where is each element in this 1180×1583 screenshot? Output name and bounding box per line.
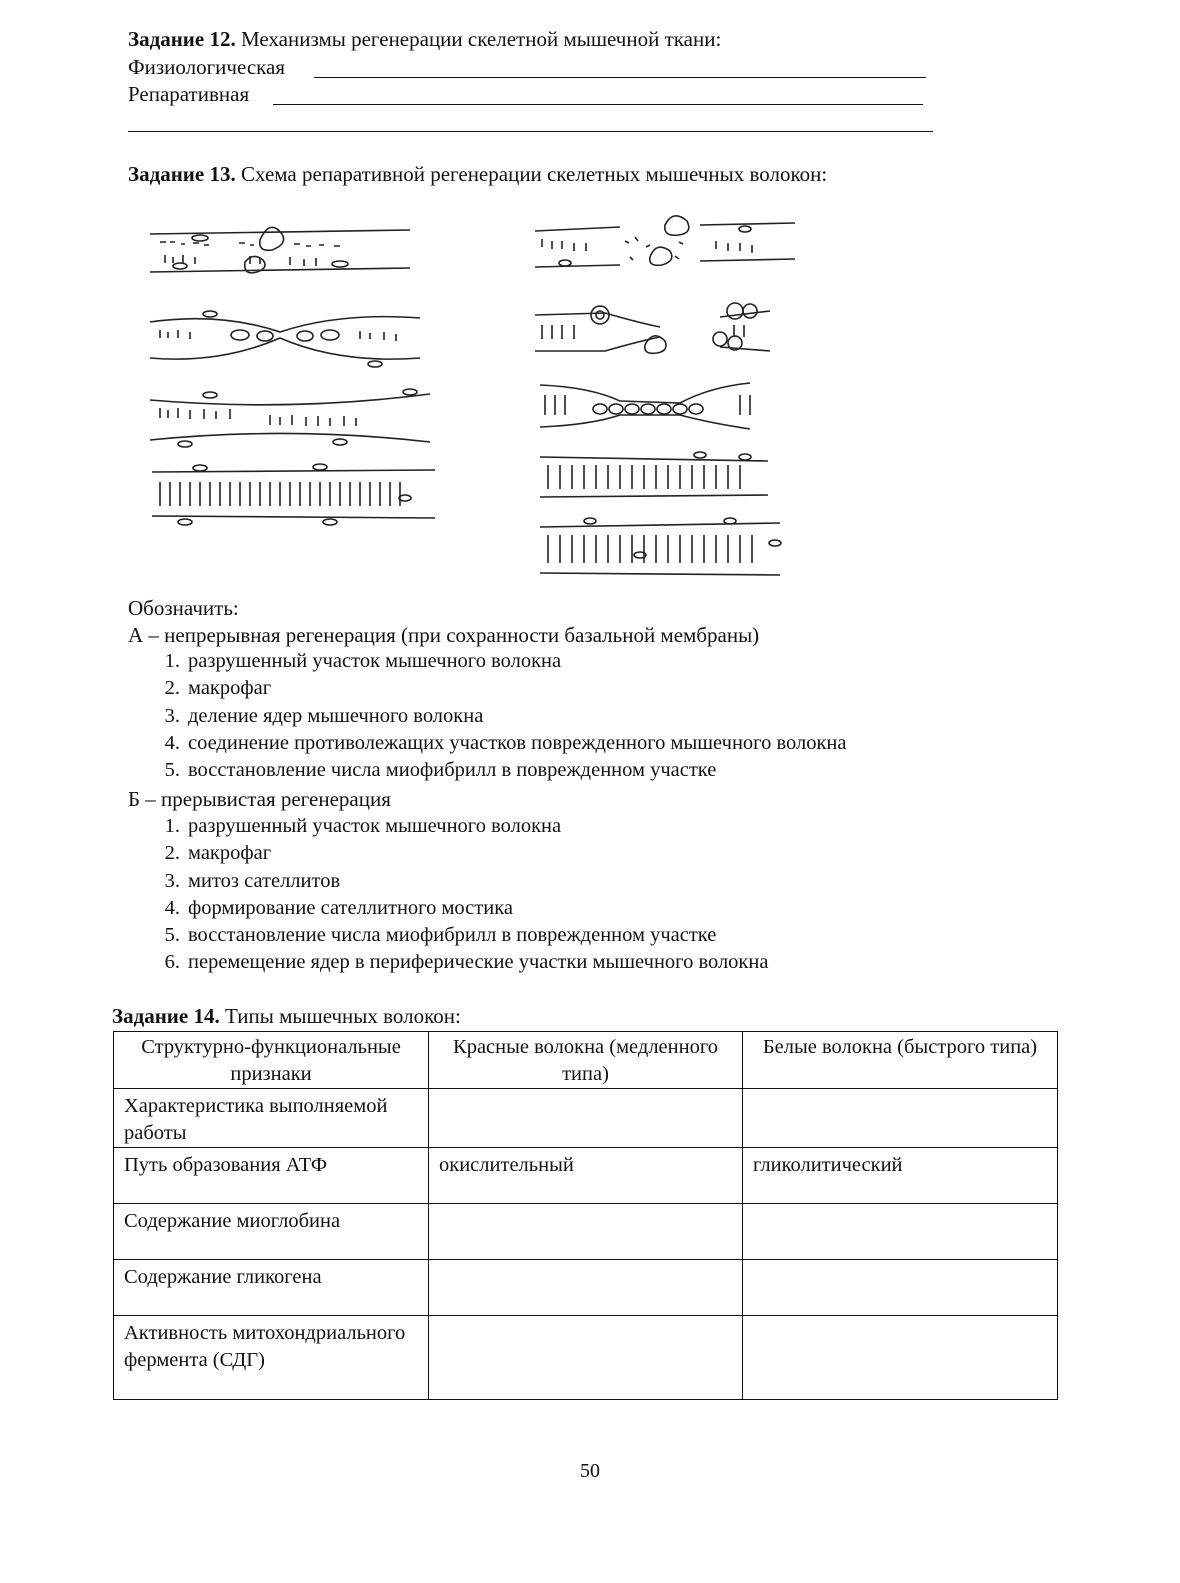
list-item: 1. разрушенный участок мышечного волокна <box>164 815 562 837</box>
answer-cell[interactable] <box>743 1316 1058 1400</box>
fiber-stage-a1 <box>150 227 410 273</box>
field-reparative-line[interactable] <box>273 104 923 105</box>
group-b-list <box>148 813 768 977</box>
task14-heading <box>112 1004 461 1029</box>
task13-heading <box>128 162 827 187</box>
fiber-stage-b2 <box>535 303 770 353</box>
row-label: Активность митохондриального фермента (СДГ) <box>114 1316 429 1400</box>
list-item: 2. макрофаг <box>164 842 272 865</box>
page-number: 50 <box>580 1460 600 1482</box>
task13-text: Схема репаративной регенерации скелетных мышечных волокон: <box>240 162 828 186</box>
fiber-stage-a3 <box>150 389 430 447</box>
table-row <box>114 1148 1058 1204</box>
fiber-diagram-continuous <box>140 210 450 530</box>
task14-label: Задание 14. <box>112 1004 220 1028</box>
list-item: 6. перемещение ядер в периферические участки мышечного волокна <box>164 951 769 974</box>
list-item: 5. восстановление числа миофибрилл в поврежденном участке <box>164 924 717 947</box>
list-item: 3. деление ядер мышечного волокна <box>164 704 484 727</box>
fiber-stage-b1 <box>535 216 795 267</box>
task12-label: Задание 12. <box>128 27 236 51</box>
table-header-row <box>114 1032 1058 1089</box>
row-label: Содержание гликогена <box>114 1260 429 1316</box>
answer-cell[interactable]: гликолитический <box>743 1148 1058 1204</box>
answer-cell[interactable] <box>429 1204 743 1260</box>
list-item: 1. разрушенный участок мышечного волокна <box>164 650 562 672</box>
answer-cell[interactable]: окислительный <box>429 1148 743 1204</box>
group-a-title: А – непрерывная регенерация (при сохранности базальной мембраны) <box>128 623 760 647</box>
fiber-types-table <box>113 1031 1058 1400</box>
list-item: 2. макрофаг <box>164 677 272 700</box>
task12-text: Механизмы регенерации скелетной мышечной ткани: <box>240 27 722 51</box>
legend-heading: Обозначить: <box>128 596 239 620</box>
list-item: 4. соединение противолежащих участков поврежденного мышечного волокна <box>164 731 847 754</box>
answer-cell[interactable] <box>743 1089 1058 1148</box>
table-row <box>114 1260 1058 1316</box>
task12-heading <box>128 27 721 52</box>
list-item: 3. митоз сателлитов <box>164 869 341 892</box>
header-features: Структурно-функциональные признаки <box>114 1032 429 1089</box>
answer-cell[interactable] <box>429 1260 743 1316</box>
fiber-stage-b3 <box>540 383 750 429</box>
list-item: 5. восстановление числа миофибрилл в поврежденном участке <box>164 759 717 782</box>
table-row <box>114 1089 1058 1148</box>
fiber-stage-b4 <box>540 452 768 497</box>
answer-cell[interactable] <box>429 1316 743 1400</box>
field-extra-line[interactable] <box>128 131 933 132</box>
row-label: Путь образования АТФ <box>114 1148 429 1204</box>
field-physiological-line[interactable] <box>314 77 926 78</box>
answer-cell[interactable] <box>429 1089 743 1148</box>
group-b-title: Б – прерывистая регенерация <box>128 787 391 811</box>
row-label: Содержание миоглобина <box>114 1204 429 1260</box>
fiber-stage-a2 <box>150 311 420 367</box>
header-red-fibers: Красные волокна (медленного типа) <box>429 1032 743 1089</box>
answer-cell[interactable] <box>743 1260 1058 1316</box>
field-reparative-label: Репаративная <box>128 82 250 106</box>
task13-label: Задание 13. <box>128 162 236 186</box>
table-row <box>114 1204 1058 1260</box>
group-a-list <box>148 648 846 784</box>
field-physiological-label: Физиологическая <box>128 55 286 79</box>
fiber-stage-a4 <box>152 464 435 525</box>
answer-cell[interactable] <box>743 1204 1058 1260</box>
fiber-stage-b5 <box>540 518 781 575</box>
list-item: 4. формирование сателлитного мостика <box>164 896 513 919</box>
fiber-diagram-discontinuous <box>530 205 810 585</box>
row-label: Характеристика выполняемой работы <box>114 1089 429 1148</box>
table-row <box>114 1316 1058 1400</box>
header-white-fibers: Белые волокна (быстрого типа) <box>743 1032 1058 1089</box>
task14-text: Типы мышечных волокон: <box>224 1004 461 1028</box>
